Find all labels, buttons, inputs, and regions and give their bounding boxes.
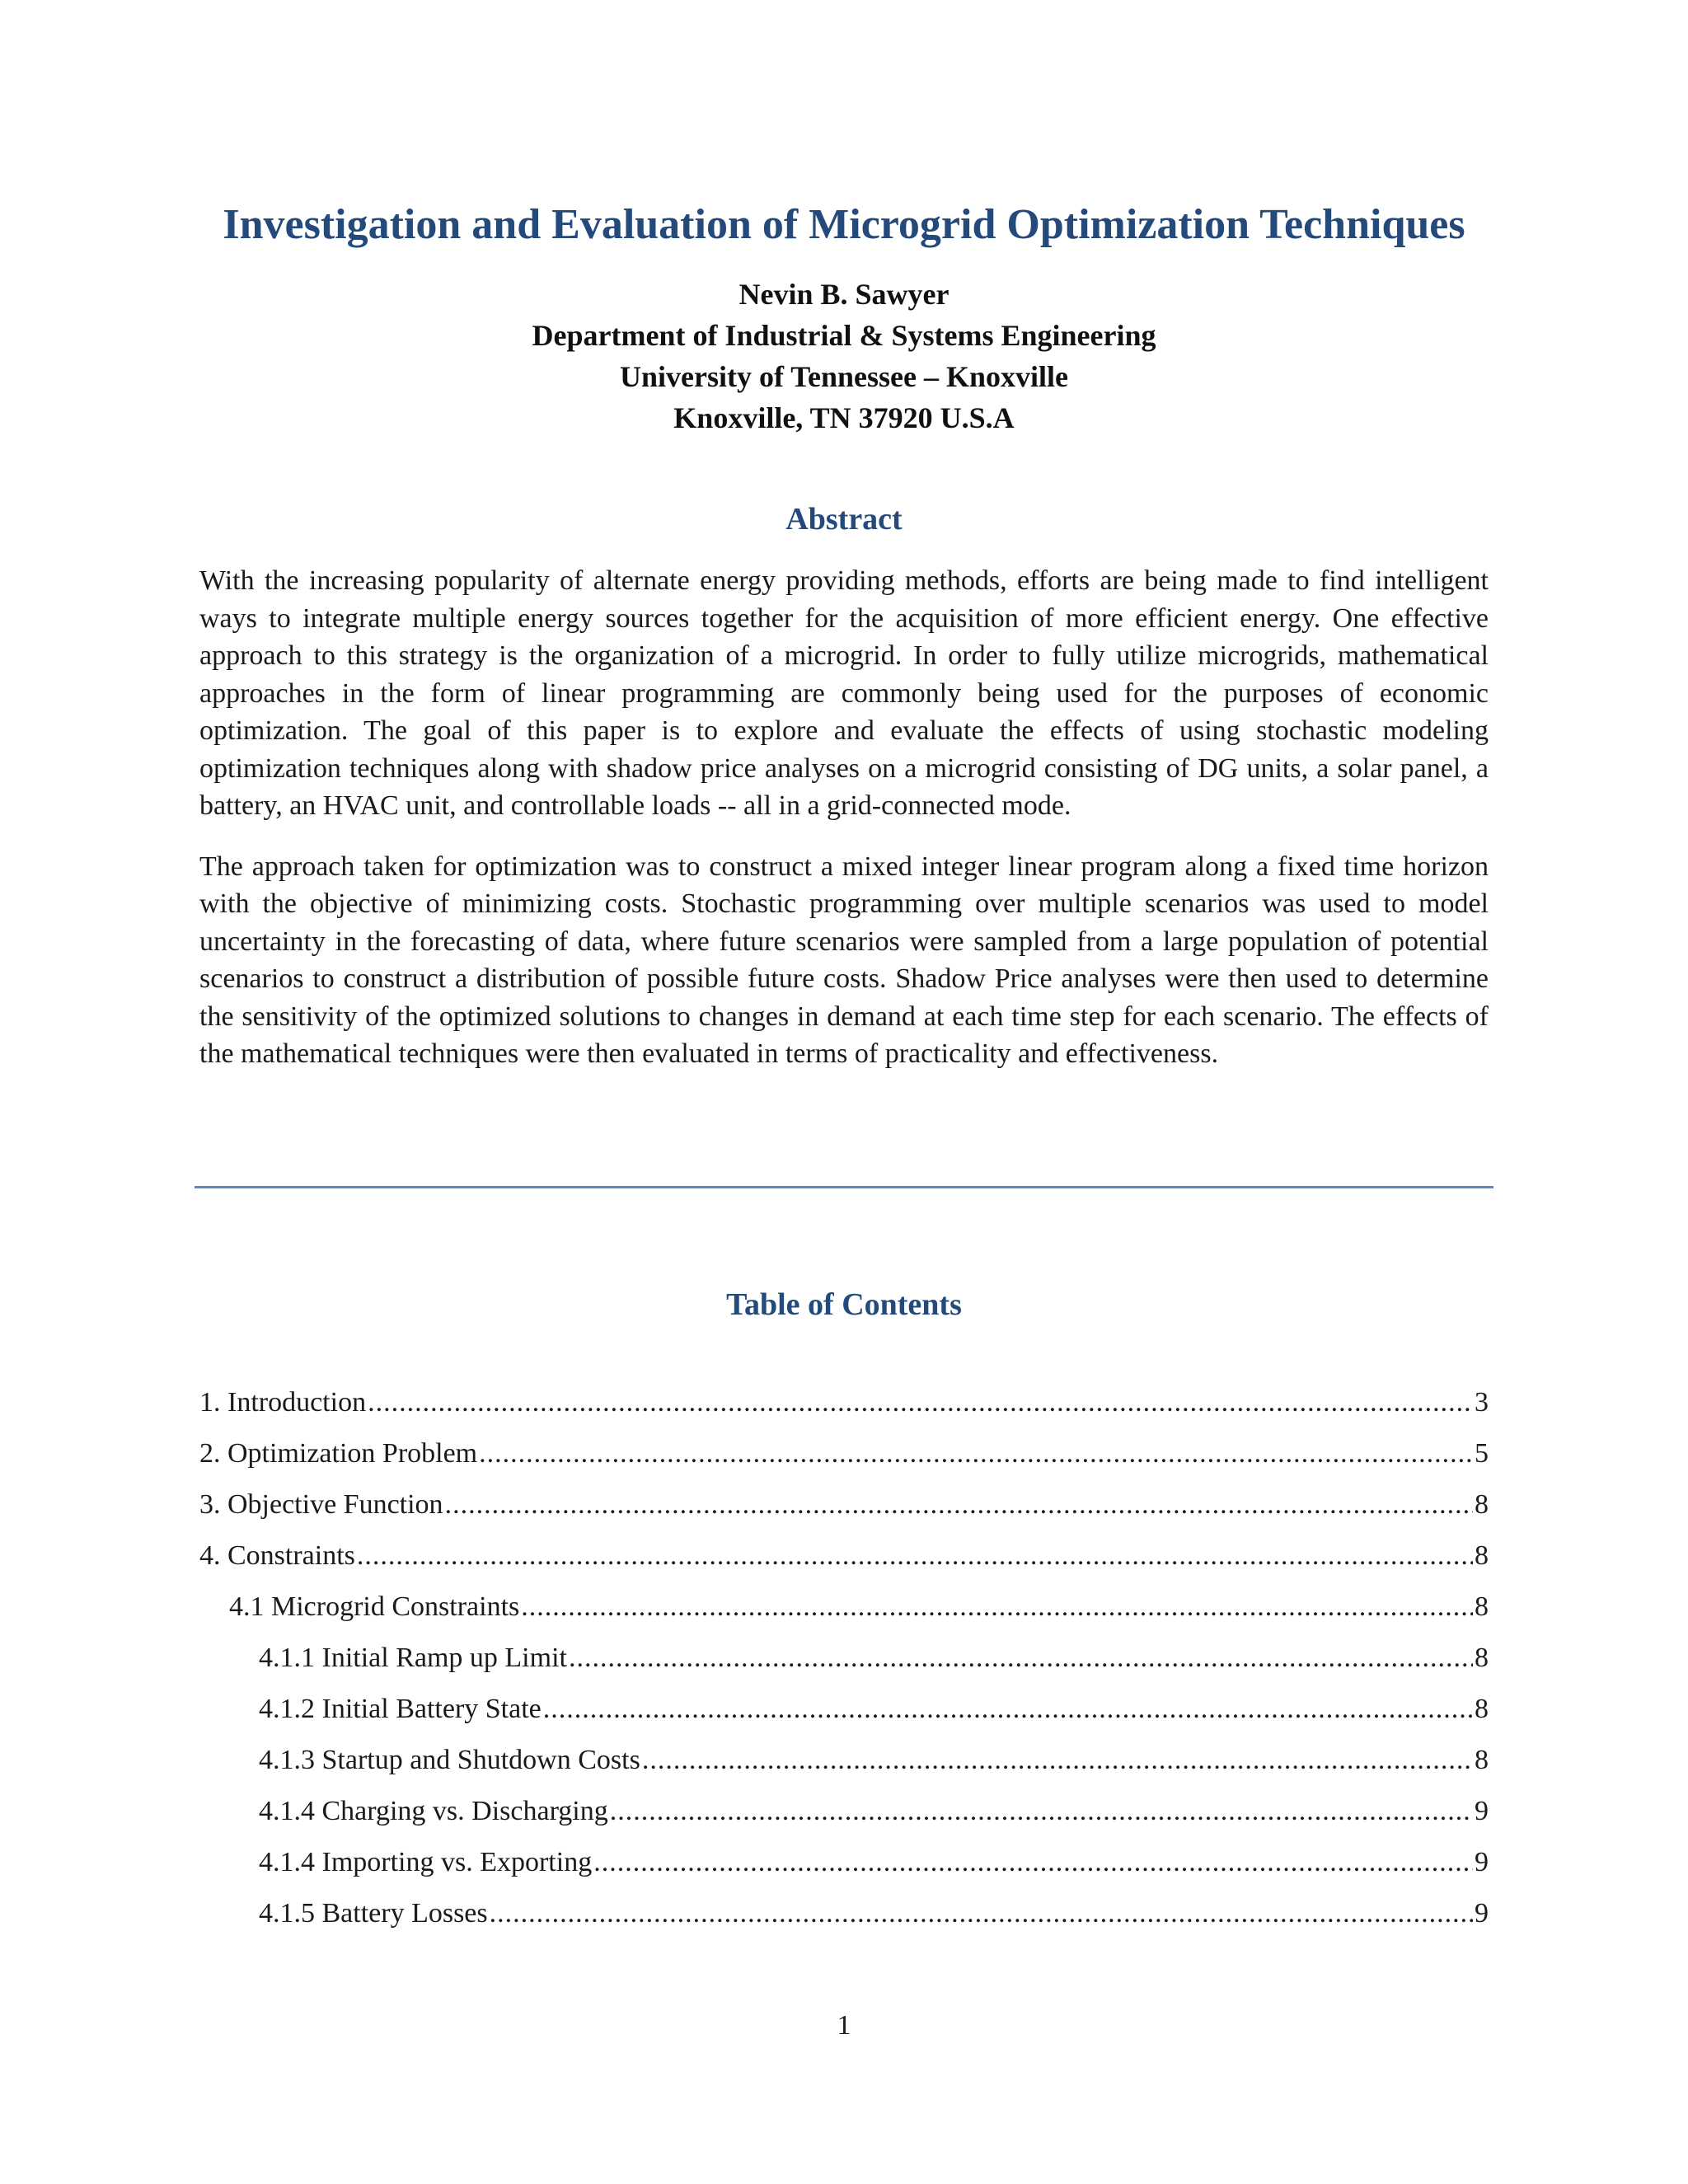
toc-leader-dots — [521, 1589, 1473, 1625]
toc-leader-dots — [642, 1742, 1473, 1779]
toc-entry-label: 4. Constraints — [199, 1540, 355, 1571]
toc-entry-page: 8 — [1475, 1540, 1489, 1571]
author-location: Knoxville, TN 37920 U.S.A — [673, 401, 1015, 434]
toc-entry[interactable] — [199, 1691, 1489, 1742]
abstract-paragraph-1: With the increasing popularity of alternate energy providing methods, efforts are being made to find intelligent ways to integrate multiple energy sources together for the acquisition of more efficient energy. One effective approach to this strategy is the organization of a microgrid. In order to fully utilize microgrids, mathematical approaches in the form of linear programming are commonly being used for the purposes of economic optimization. The goal of this paper is to explore and evaluate the effects of using stochastic modeling optimization techniques along with shadow price analyses on a microgrid consisting of DG units, a solar panel, a battery, an HVAC unit, and controllable loads -- all in a grid-connected mode. — [199, 565, 1489, 821]
toc-entry-label: 4.1.5 Battery Losses — [259, 1898, 488, 1929]
toc-entry-page: 9 — [1475, 1796, 1489, 1826]
toc-leader-dots — [479, 1436, 1473, 1472]
toc-entry-label: 4.1.4 Charging vs. Discharging — [259, 1796, 608, 1826]
toc-entry[interactable] — [199, 1640, 1489, 1691]
section-divider — [195, 1186, 1493, 1188]
abstract-body — [199, 562, 1489, 1096]
author-name: Nevin B. Sawyer — [738, 278, 950, 311]
toc-entry-label: 4.1.1 Initial Ramp up Limit — [259, 1643, 567, 1673]
toc-entry-label: 4.1.4 Importing vs. Exporting — [259, 1847, 593, 1877]
toc-heading: Table of Contents — [726, 1287, 962, 1322]
toc-leader-dots — [357, 1538, 1473, 1574]
toc-leader-dots — [368, 1385, 1473, 1421]
abstract-paragraph-2: The approach taken for optimization was to construct a mixed integer linear program along a fixed time horizon with the objective of minimizing costs. Stochastic programming over multiple scenarios was used to model uncertainty in the forecasting of data, where future scenarios were sampled from a large population of potential scenarios to construct a distribution of possible future costs. Shadow Price analyses were then used to determine the sensitivity of the optimized solutions to changes in demand at each time step for each scenario. The effects of the mathematical techniques were then evaluated in terms of practicality and effectiveness. — [199, 851, 1489, 1069]
toc-entry[interactable] — [199, 1436, 1489, 1487]
paper-title: Investigation and Evaluation of Microgrid Optimization Techniques — [223, 201, 1465, 248]
toc-entry-label: 1. Introduction — [199, 1387, 367, 1418]
author-university: University of Tennessee – Knoxville — [619, 360, 1068, 393]
toc-entry-page: 8 — [1475, 1643, 1489, 1673]
toc-entry-page: 8 — [1475, 1745, 1489, 1775]
toc-entry[interactable] — [199, 1487, 1489, 1538]
author-block — [0, 274, 1688, 438]
toc-entry-page: 3 — [1475, 1387, 1489, 1418]
toc-entry-page: 8 — [1475, 1591, 1489, 1622]
author-department: Department of Industrial & Systems Engineering — [532, 319, 1156, 352]
abstract-heading: Abstract — [785, 502, 903, 537]
toc-leader-dots — [543, 1691, 1473, 1727]
toc-entry-page: 9 — [1475, 1898, 1489, 1929]
toc-entry-page: 5 — [1475, 1438, 1489, 1469]
toc-entry-label: 4.1.3 Startup and Shutdown Costs — [259, 1745, 640, 1775]
toc-entry-label: 3. Objective Function — [199, 1489, 443, 1520]
toc-entry-page: 9 — [1475, 1847, 1489, 1877]
toc-leader-dots — [490, 1896, 1473, 1932]
toc-entry[interactable] — [199, 1896, 1489, 1947]
toc-entry-label: 4.1.2 Initial Battery State — [259, 1694, 542, 1724]
toc-entry-label: 4.1 Microgrid Constraints — [229, 1591, 520, 1622]
toc-leader-dots — [569, 1640, 1473, 1676]
toc-entry-page: 8 — [1475, 1694, 1489, 1724]
toc-entry[interactable] — [199, 1742, 1489, 1793]
toc-entry-label: 2. Optimization Problem — [199, 1438, 478, 1469]
page-number: 1 — [837, 2010, 851, 2041]
toc-entry[interactable] — [199, 1538, 1489, 1589]
toc-leader-dots — [610, 1793, 1473, 1830]
toc-entry[interactable] — [199, 1385, 1489, 1436]
toc-entry[interactable] — [199, 1844, 1489, 1896]
table-of-contents — [199, 1385, 1489, 1947]
toc-entry-page: 8 — [1475, 1489, 1489, 1520]
toc-leader-dots — [445, 1487, 1473, 1523]
toc-leader-dots — [593, 1844, 1473, 1881]
toc-entry[interactable] — [199, 1793, 1489, 1844]
toc-entry[interactable] — [199, 1589, 1489, 1640]
